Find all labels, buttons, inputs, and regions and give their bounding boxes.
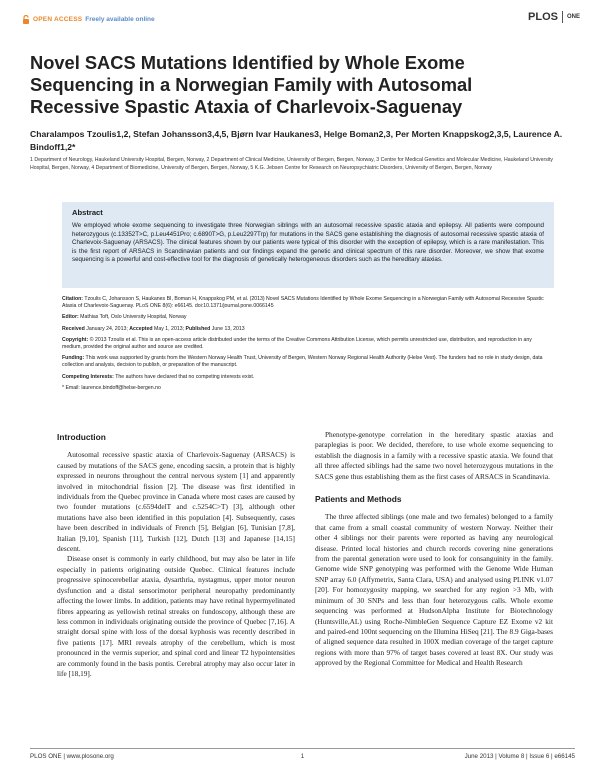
open-lock-icon [22, 15, 30, 24]
funding-label: Funding: [62, 355, 85, 362]
page-number: 1 [300, 753, 305, 760]
introduction-heading: Introduction [57, 432, 106, 442]
author-list: Charalampos Tzoulis1,2, Stefan Johansson3,4,5, Bjørn Ivar Haukanes3, Helge Boman2,3, Per Morten Knappskog2,3,5, Laurence A. Bindoff1,2* [30, 129, 563, 152]
dates [62, 326, 552, 333]
editor-label: Editor: [62, 314, 79, 321]
copyright-text: © 2013 Tzoulis et al. This is an open-access article distributed under the terms of the Creative Commons Attribution License, which permits unrestricted use, distribution, and reproduction in any medium, provided the original author and source are credited. [62, 336, 532, 351]
footer-issue: June 2013 | Volume 8 | Issue 6 | e66145 [464, 753, 575, 760]
methods-paragraph-1: The three affected siblings (one male and two females) belonged to a family that came from a small coastal community of western Norway. Neither their other 4 siblings nor their parents were reported as having any neurological disease. Printed local histories and church records covering nine generations from the parental generation were used to look for consanguinity in the family. Genome wide SNP genotyping was performed with the Genome Wide Human SNP array 6.0 (Affymetrix, Santa Clara, USA) and analysed using PLINK v1.07 [20]. For homozygosity mapping, we searched for any region >3 Mb, with minimum of 30 SNPs and less than four heterozygous calls. Whole exome sequencing was performed at HudsonAlpha Institute for Biotechnology (Huntsville,AL) using Roche-NimbleGen Sequence Capture EZ Exome v2 kit and paired-end 100nt sequencing on the Illumina HiSeq [21]. The 8.9 Giga-bases of aligned sequence data resulted in 100X median coverage of the target capture regions with more than 97% of target bases covered at least 8X. Our study was approved by the Regional Committee for Medical and Health Research [315, 512, 553, 668]
logo-separator [562, 11, 563, 23]
article-title: Novel SACS Mutations Identified by Whole Exome Sequencing in a Norwegian Family with Autosomal Recessive Spastic Ataxia of Charlevoix-Saguenay [30, 52, 473, 117]
abstract-text: We employed whole exome sequencing to investigate three Norwegian siblings with an autosomal recessive spastic ataxia and epilepsy. All patients were compound heterozygous (c.13352T>C, p.Leu4451Pro; c.6890T>G, p.Leu2297Trp) for mutations in the SACS gene establishing the diagnosis of autosomal recessive spastic ataxia of Charlevoix-Saguenay (ARSACS). The clinical features shown by our patients were typical of this disorder with the exception of epilepsy, which is a rare manifestation. This is the first report of ARSACS in Scandinavian patients and our findings expand the genetic and clinical spectrum of this rare disorder. Moreover, we show that exome sequencing is a powerful and cost-effective tool for the diagnosis of genetically heterogeneous disorders such as the hereditary ataxias. [72, 222, 544, 264]
competing-interests [62, 374, 552, 381]
competing-label: Competing Interests: [62, 373, 114, 380]
plos-one-logo [528, 11, 580, 23]
received-date: January 24, 2013; [86, 325, 128, 332]
received-label: Received [62, 325, 85, 332]
page-footer [30, 753, 575, 760]
abstract-box [62, 202, 554, 288]
footer-journal[interactable]: PLOS ONE | www.plosone.org [30, 753, 114, 760]
methods-heading: Patients and Methods [315, 494, 402, 505]
editor [62, 314, 552, 321]
citation-text: Tzoulis C, Johansson S, Haukanes BI, Boman H, Knappskog PM, et al. (2013) Novel SACS Mutations Identified by Whole Exome Sequencing in a Norwegian Family with Autosomal Recessive Spastic Ataxia of Charlevoix-Saguenay. PLoS ONE 8(6): e66145. doi:10.1371/journal.pone.0066145 [62, 296, 544, 310]
copyright-label: Copyright: [62, 336, 89, 343]
one-logo-text: ONE [566, 14, 580, 20]
abstract-heading: Abstract [72, 208, 103, 217]
published-label: Published [185, 325, 211, 332]
corresponding-email[interactable]: * Email: laurence.bindoff@helse-bergen.no [62, 384, 161, 391]
footer-divider [30, 748, 575, 749]
open-access-banner [22, 14, 155, 24]
citation-label: Citation: [62, 296, 84, 302]
plos-logo-text: PLOS [528, 11, 558, 23]
article-metadata [62, 296, 552, 396]
editor-text: Mathias Toft, Oslo University Hospital, Norway [80, 314, 187, 321]
right-column [315, 430, 553, 669]
published-date: June 13, 2013 [211, 325, 245, 332]
affiliations: 1 Department of Neurology, Haukeland University Hospital, Bergen, Norway, 2 Department of Clinical Medicine, University of Bergen, Bergen, Norway, 3 Centre for Medical Genetics and Molecular Medicine, Haukeland University Hospital, Bergen, Norway, 4 Department of Biomedicine, University of Bergen, Bergen, Norway, 5 K.G. Jebsen Centre for Research on Neuropsychiatric Disorders, University of Bergen, Bergen, Norway [30, 157, 554, 172]
intro-paragraph-2: Disease onset is commonly in early childhood, but may also be later in life especially in patients originating outside Quebec. Clinical features include progressive spinocerebellar ataxia, dysarthria, nystagmus, upper motor neuron dysfunction and a distal sensorimotor peripheral neuropathy predominantly affecting the lower limbs. In addition, patients may have retinal hypermyelinated fibres appearing as yellowish retinal streaks on fundoscopy, although these are less common in individuals originating outside the province of Quebec [7,16]. A straight dorsal spine with loss of the dorsal kyphosis was recently described in five patients [17]. MRI reveals atrophy of the cerebellum, which is most pronounced in the vermis superior, and spinal cord and linear T2 hypointensities are commonly found in the basis pontis. Cerebral atrophy may also occur later in life [18,19]. [57, 554, 295, 678]
right-paragraph-1: Phenotype-genotype correlation in the hereditary spastic ataxias and paraplegias is poor. We decided, therefore, to use whole exome sequencing to establish the diagnosis in a family with a recessive spastic ataxia. We found that all three affected siblings had the same two novel heterozygous mutations in the SACS gene thus establishing them as the first cases of ARSACS in Scandinavia. [315, 430, 553, 481]
citation [62, 296, 552, 310]
copyright [62, 337, 552, 351]
funding [62, 355, 552, 369]
left-column [57, 430, 295, 679]
open-access-label: OPEN ACCESS [33, 15, 83, 23]
intro-paragraph-1: Autosomal recessive spastic ataxia of Charlevoix-Saguenay (ARSACS) is caused by mutations of the SACS gene, encoding sacsin, a protein that is highly expressed in neurons throughout the central nervous system [1] and apparently involved in mitochondrial fission [2]. The disease was first identified in individuals from the Quebec province in Canada where most cases are caused by two founder mutations (c.6594delT and c.5254C>T) [3], although other mutations have also been identified in this population [4]. Subsequently, cases have been described in individuals of French [5], Belgian [6], Tunisian [7,8], Italian [9,10], Spanish [11], Turkish [12], Dutch [13] and Japanese [14,15] descent. [57, 450, 295, 554]
funding-text: This work was supported by grants from the Western Norway Health Trust, University of Bergen, Western Norway Regional Health Authority (Helse Vest). The funders had no role in study design, data collection and analysis, decision to publish, or preparation of the manuscript. [62, 355, 543, 369]
freely-available-label: Freely available online [85, 15, 155, 23]
accepted-date: May 1, 2013; [154, 325, 185, 332]
accepted-label: Accepted [129, 325, 153, 332]
competing-text: The authors have declared that no competing interests exist. [115, 373, 255, 380]
